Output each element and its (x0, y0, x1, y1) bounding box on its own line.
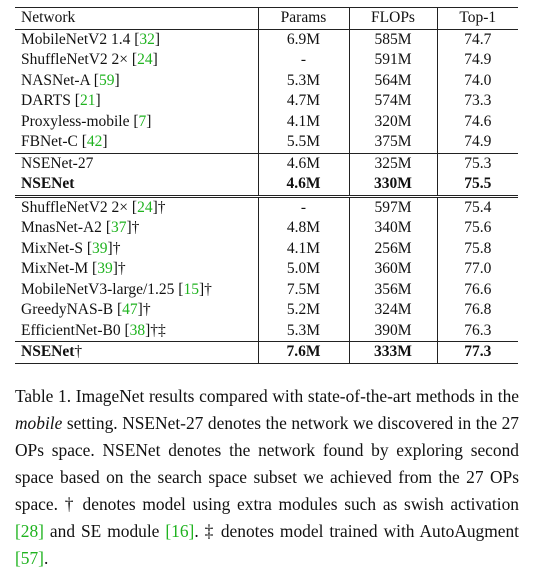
cell-flops: 356M (349, 280, 437, 301)
cell-network: MnasNet-A2 [37]† (15, 218, 258, 239)
network-name: ShuffleNetV2 2× (21, 51, 129, 68)
cell-top1: 75.4 (437, 196, 518, 218)
cell-network: FBNet-C [42] (15, 132, 258, 153)
network-name: DARTS (21, 92, 71, 109)
footnote-mark: † (204, 280, 212, 298)
cell-params: 4.6M (258, 174, 349, 196)
cell-flops: 325M (349, 153, 437, 174)
results-table (15, 7, 518, 364)
cell-network: EfficientNet-B0 [38]†‡ (15, 321, 258, 342)
citation-link[interactable]: 21 (79, 92, 96, 109)
cell-params: 4.8M (258, 218, 349, 239)
cell-flops: 574M (349, 91, 437, 112)
citation-link[interactable]: 42 (86, 133, 103, 150)
caption-text-5: . (43, 548, 49, 568)
cell-params: 4.6M (258, 153, 349, 174)
table-body (15, 29, 518, 363)
table-row (15, 91, 518, 112)
footnote-mark: † (112, 239, 121, 257)
network-name: ShuffleNetV2 2× (21, 198, 129, 216)
caption-text-4: . ‡ denotes model trained with AutoAugment (194, 521, 519, 541)
cell-network: ShuffleNetV2 2× [24]† (15, 196, 258, 218)
cell-network: MobileNetV3-large/1.25 [15]† (15, 280, 258, 301)
table-header-row (15, 8, 518, 30)
cell-flops: 591M (349, 50, 437, 71)
cell-network: MobileNetV2 1.4 [32] (15, 29, 258, 50)
footnote-mark: † (157, 198, 166, 216)
cell-params: 7.6M (258, 342, 349, 364)
cell-flops: 320M (349, 112, 437, 133)
network-name: MixNet-S (21, 239, 83, 257)
cell-flops: 390M (349, 321, 437, 342)
cell-top1: 74.0 (464, 71, 492, 89)
table-row (15, 218, 518, 239)
cell-flops: 340M (349, 218, 437, 239)
citation-link[interactable]: 24 (137, 51, 153, 68)
network-name: Proxyless-mobile (21, 112, 130, 130)
cell-flops: 324M (349, 300, 437, 321)
cell-params: 7.5M (258, 280, 349, 301)
cell-params: 4.1M (258, 239, 349, 260)
table-caption (15, 383, 519, 572)
footnote-mark: † (131, 219, 140, 236)
citation-link[interactable]: 37 (110, 219, 127, 236)
cell-flops: 597M (349, 196, 437, 218)
table-row (15, 132, 518, 153)
cell-params: 5.3M (258, 71, 349, 92)
cell-flops: 330M (349, 174, 437, 196)
cell-network (15, 153, 258, 174)
network-name: EfficientNet-B0 (21, 321, 121, 339)
header-top1: Top-1 (437, 8, 518, 30)
cell-network (15, 342, 258, 364)
table-row (15, 50, 518, 71)
cell-top1: 77.3 (437, 342, 518, 364)
cell-params: 5.3M (258, 321, 349, 342)
cell-flops: 333M (349, 342, 437, 364)
table-row (15, 174, 518, 196)
table-row (15, 259, 518, 280)
cell-top1: 76.8 (464, 301, 492, 318)
cell-flops: 360M (349, 259, 437, 280)
cell-top1: 74.9 (464, 51, 492, 68)
citation-link[interactable]: 47 (122, 301, 138, 318)
cell-params: 5.0M (258, 259, 349, 280)
network-name: GreedyNAS-B (21, 301, 114, 318)
citation-link[interactable]: 59 (98, 71, 115, 89)
cell-params: 6.9M (258, 29, 349, 50)
cell-flops: 256M (349, 239, 437, 260)
citation-link[interactable]: 7 (138, 112, 147, 130)
cell-flops: 564M (349, 71, 437, 92)
cell-top1: 77.0 (464, 260, 492, 277)
footnote-mark: † (74, 343, 83, 360)
citation-link[interactable]: 32 (139, 30, 155, 48)
cell-flops: 585M (349, 29, 437, 50)
table-row (15, 196, 518, 218)
cell-params: - (258, 196, 349, 218)
footnote-mark: †‡ (150, 321, 166, 339)
table-row (15, 321, 518, 342)
cell-params: 4.1M (258, 112, 349, 133)
cell-params: 4.7M (258, 91, 349, 112)
cell-top1: 73.3 (464, 92, 492, 109)
header-params: Params (258, 8, 349, 30)
network-name: MobileNetV2 1.4 (21, 30, 131, 48)
caption-text-2: setting. NSENet-27 denotes the network we discovered in the 27 OPs space. NSENet denotes the network found by exploring second space based on the search space subset we achieved from the 27 OPs space. † denotes model using extra modules such as swish activation (15, 413, 519, 514)
cell-top1: 74.7 (464, 30, 492, 48)
header-network: Network (15, 8, 258, 30)
cell-network: DARTS [21] (15, 91, 258, 112)
cell-network: MixNet-S [39]† (15, 239, 258, 260)
cell-top1: 74.6 (464, 112, 492, 130)
network-name: FBNet-C (21, 133, 78, 150)
network-name: NASNet-A (21, 71, 90, 89)
cell-top1: 76.6 (464, 280, 492, 298)
footnote-mark: † (117, 260, 126, 277)
cell-flops: 375M (349, 132, 437, 153)
cell-network: MixNet-M [39]† (15, 259, 258, 280)
cell-top1: 75.6 (464, 219, 492, 236)
network-name: MobileNetV3-large/1.25 (21, 280, 175, 298)
citation-link[interactable]: 39 (92, 239, 108, 257)
table-row (15, 342, 518, 364)
network-name: MixNet-M (21, 260, 89, 277)
cell-network: ShuffleNetV2 2× [24] (15, 50, 258, 71)
network-name: NSENet (21, 343, 75, 360)
caption-text-1: Table 1. ImageNet results compared with state-of-the-art methods in the (15, 386, 519, 406)
citation-link[interactable]: 15 (183, 280, 199, 298)
caption-citation-link[interactable]: [16] (165, 521, 195, 541)
citation-link[interactable]: 39 (97, 260, 113, 277)
caption-emphasis: mobile (15, 413, 63, 433)
table-row (15, 300, 518, 321)
network-name: NSENet-27 (21, 154, 94, 172)
table-row (15, 112, 518, 133)
cell-top1: 75.5 (464, 175, 492, 192)
network-name: MnasNet-A2 (21, 219, 102, 236)
table-row (15, 239, 518, 260)
caption-text-3: and SE module (43, 521, 166, 541)
header-flops: FLOPs (349, 8, 437, 30)
cell-top1: 75.3 (437, 153, 518, 174)
table-row (15, 29, 518, 50)
table-row (15, 153, 518, 174)
cell-params: 5.2M (258, 300, 349, 321)
citation-link[interactable]: 24 (137, 198, 153, 216)
cell-network (15, 174, 258, 196)
cell-params: 5.5M (258, 132, 349, 153)
caption-citation-link[interactable]: [57] (15, 548, 44, 568)
table-row (15, 71, 518, 92)
cell-params: - (258, 50, 349, 71)
cell-top1: 74.9 (464, 133, 492, 150)
citation-link[interactable]: 38 (129, 321, 146, 339)
cell-top1: 75.8 (464, 239, 492, 257)
footnote-mark: † (142, 301, 151, 318)
cell-network: NASNet-A [59] (15, 71, 258, 92)
table-row (15, 280, 518, 301)
caption-citation-link[interactable]: [28] (15, 521, 44, 541)
network-name: NSENet (21, 175, 75, 192)
cell-top1: 76.3 (464, 321, 492, 339)
cell-network: GreedyNAS-B [47]† (15, 300, 258, 321)
cell-network: Proxyless-mobile [7] (15, 112, 258, 133)
